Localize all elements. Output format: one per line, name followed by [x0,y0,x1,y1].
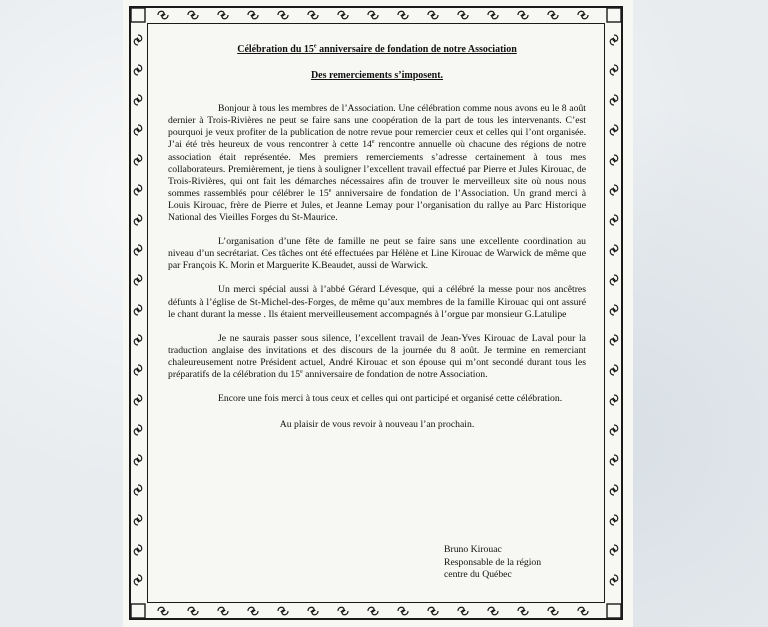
paragraph-4: Je ne saurais passer sous silence, l’excellent travail de Jean-Yves Kirouac de Laval pour la traduction anglaise des invitations et des discours de la journée du 8 août. Je termine en remerciant chaleureusement notre Président actuel, André Kirouac et son épouse qui m’ont secondé durant tous les préparatifs de la célébration du 15e anniversaire de fondation de notre Association. [168,332,586,380]
paragraph-1: Bonjour à tous les membres de l’Association. Une célébration comme nous avons eu le 8 août dernier à Trois-Rivières ne peut se faire sans une coopération de la part de tous les intervenants. C’est pourquoi je veux profiter de la publication de notre revue pour remercier ceux et celles qui l’ont organisée. J’ai été très heureux de vous rencontrer à cette 14e rencontre annuelle où chacune des régions de notre association était représentée. Mes premiers remerciements s’adresse certainement à tous mes collaborateurs. Premièrement, je tiens à souligner l’excellent travail effectué par Pierre et Jules Kirouac, de Trois-Rivières, qui ont fait les démarches nécessaires afin de trouver le merveilleux site où nous nous sommes rassemblés pour célébrer le 15e anniversaire de fondation de l’Association. Un grand merci à Louis Kirouac, frère de Pierre et Jules, et Jeanne Lemay pour l’organisation du rallye au Parc Historique National des Vieilles Forges du St-Maurice. [168,103,586,224]
letter-subtitle: Des remerciements s’imposent. [310,70,444,82]
paragraph-3: Un merci spécial aussi à l’abbé Gérard Lévesque, qui a célébré la messe pour nos ancêtres défunts à l’église de St-Michel-des-Forges, de même qu’aux membres de la famille Kirouac qui ont assuré le chant durant la messe . Ils étaient merveilleusement accompagnés à l’orgue par monsieur G.Latulipe [168,284,586,320]
signature-region: centre du Québec [444,569,512,580]
signature-role: Responsable de la région [444,556,542,568]
signature-block [444,544,541,582]
paragraph-5: Encore une fois merci à tous ceux et celles qui ont participé et organisé cette célébration. [218,393,563,405]
signature-name: Bruno Kirouac [444,544,502,555]
closing-line: Au plaisir de vous revoir à nouveau l’an prochain. [279,419,475,431]
letter-title: Célébration du 15e anniversaire de fondation de notre Association [237,43,517,55]
letter-body [168,44,586,431]
paragraph-2: L’organisation d’une fête de famille ne peut se faire sans une excellente coordination au niveau d’un secrétariat. Ces tâches ont été effectuées par Hélène et Line Kirouac de Warwick de même que par François K. Morin et Marguerite K.Beaudet, aussi de Warwick. [168,236,586,272]
